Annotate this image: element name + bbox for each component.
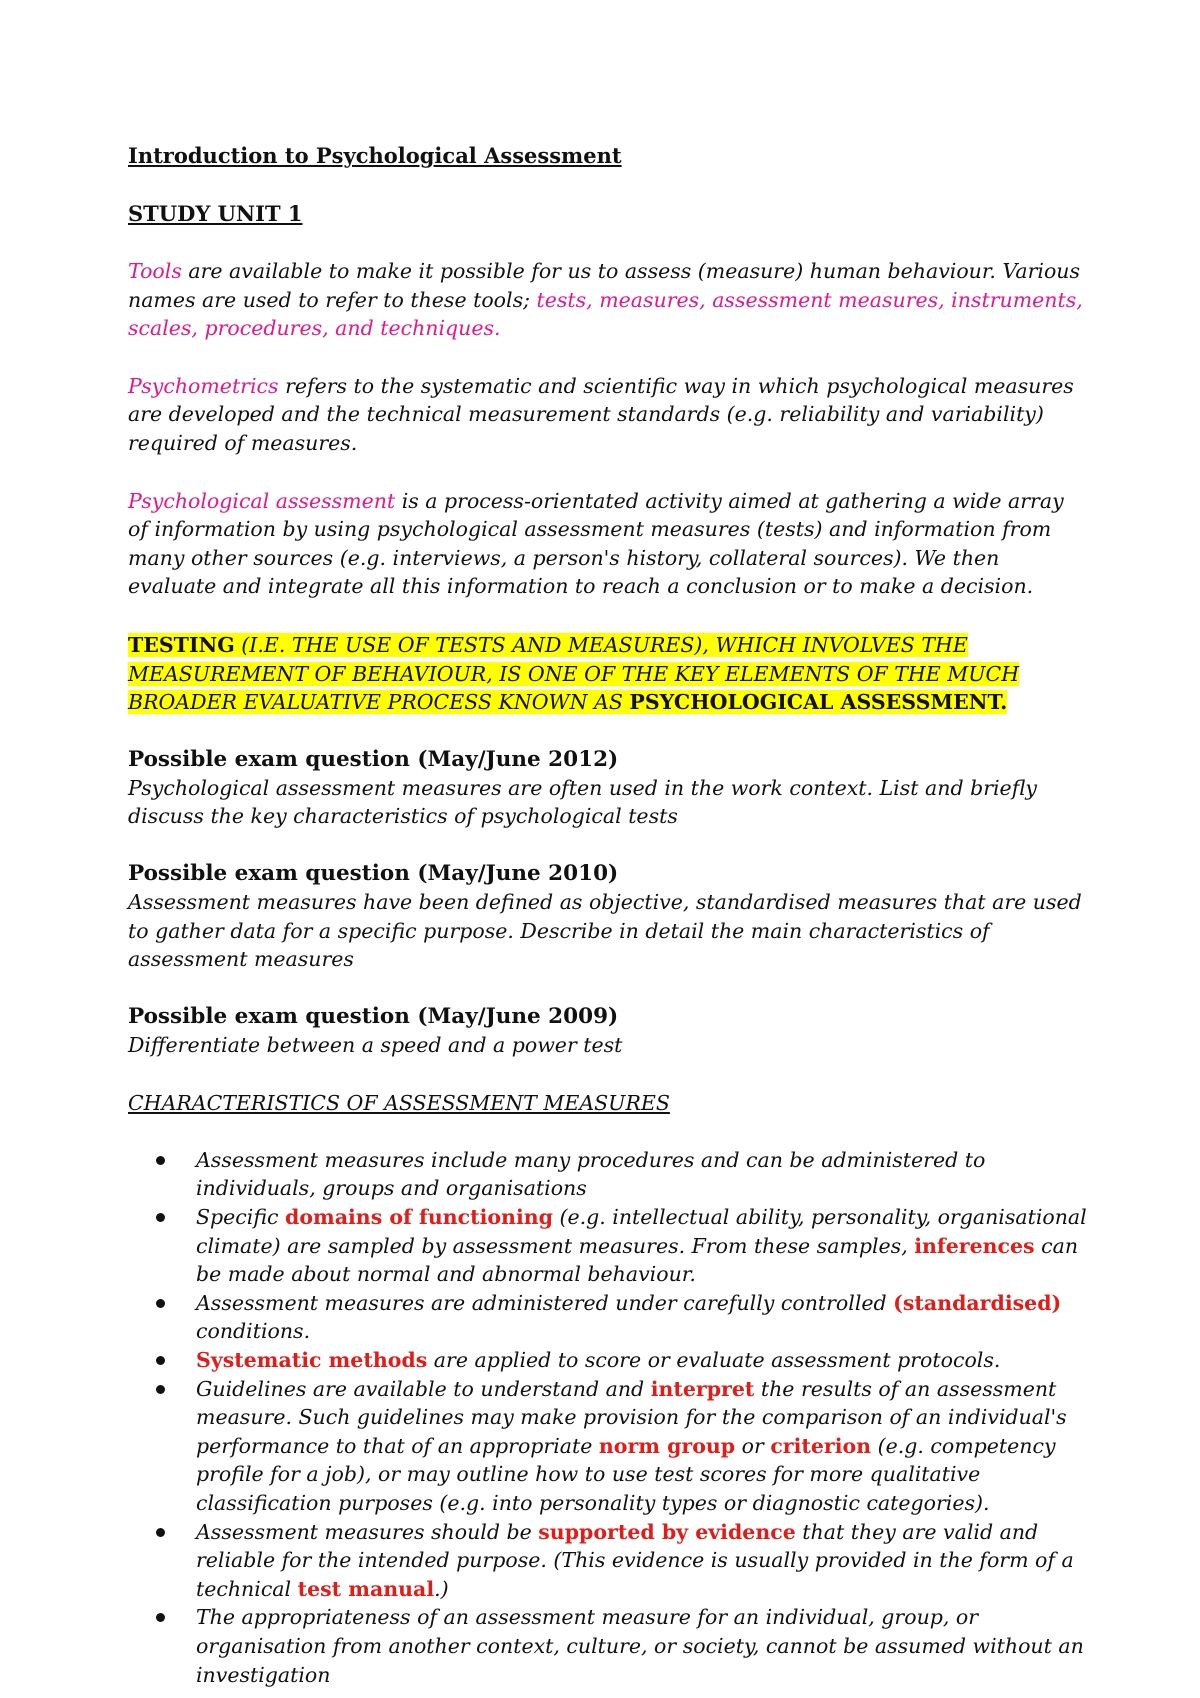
bullet-icon	[156, 1156, 165, 1165]
term-psychometrics: Psychometrics	[128, 373, 279, 398]
psychometrics-text: refers to the systematic and scientific way in which psychological measures are developed and the technical measurement standards (e.g. reliability and variability) required of measures.	[128, 373, 1074, 455]
bullet-icon	[156, 1385, 165, 1394]
paragraph-psychometrics	[128, 372, 1088, 458]
psychological-assessment-text: is a process-orientated activity aimed at gathering a wide array of information by using psychological assessment measures (tests) and information from many other sources (e.g. interviews, a person's history, collateral sources). We then evaluate and integrate all this information to reach a conclusion or to make a decision.	[128, 488, 1064, 599]
list-item: Assessment measures are administered under carefully controlled (standardised) conditions.	[128, 1289, 1088, 1346]
emphasis-term: criterion	[770, 1433, 872, 1458]
exam-question-text: Differentiate between a speed and a power test	[128, 1032, 623, 1057]
bullet-icon	[156, 1299, 165, 1308]
list-item: Systematic methods are applied to score or evaluate assessment protocols.	[128, 1346, 1088, 1375]
paragraph-psychological-assessment	[128, 487, 1088, 601]
exam-question-text: Psychological assessment measures are often used in the work context. List and briefly discuss the key characteristics of psychological tests	[128, 775, 1037, 829]
tools-text: are available to make it possible for us to assess (measure) human behaviour. Various names are used to refer to these tools;	[128, 259, 1081, 312]
emphasis-term: Systematic methods	[196, 1348, 428, 1373]
emphasis-term: domains of functioning	[285, 1205, 553, 1230]
bullet-icon	[156, 1356, 165, 1365]
emphasis-term: supported by evidence	[538, 1519, 796, 1544]
list-item: Assessment measures should be supported by evidence that they are valid and reliable for the intended purpose. (This evidence is usually provided in the form of a technical test manual.)	[128, 1518, 1088, 1604]
bullet-icon	[156, 1528, 165, 1537]
study-unit-heading: STUDY UNIT 1	[128, 201, 303, 226]
tools-terms-list: tests, measures, assessment measures, instruments, scales, procedures, and techniques.	[128, 287, 1083, 341]
bullet-icon	[156, 1213, 165, 1222]
emphasis-term: norm group	[598, 1433, 736, 1458]
paragraph-tools	[128, 257, 1088, 343]
highlight-text: (I.E. THE USE OF TESTS AND MEASURES), WHICH INVOLVES THE MEASUREMENT OF BEHAVIOUR, IS ONE OF THE KEY ELEMENTS OF THE MUCH BROADER EVALUATIVE PROCESS KNOWN AS	[128, 632, 1020, 715]
highlight-psychological-assessment: PSYCHOLOGICAL ASSESSMENT.	[629, 690, 1008, 715]
term-tools: Tools	[128, 259, 182, 283]
emphasis-term: test manual	[297, 1576, 435, 1601]
list-item: Assessment measures include many procedures and can be administered to individuals, groups and organisations	[128, 1146, 1088, 1203]
characteristics-list	[128, 1146, 1088, 1689]
document-title: Introduction to Psychological Assessment	[128, 143, 622, 168]
emphasis-term: (standardised)	[893, 1290, 1062, 1315]
list-item: Specific domains of functioning (e.g. intellectual ability, personality, organisational climate) are sampled by assessment measures. From these samples, inferences can be made about normal and abnormal behaviour.	[128, 1203, 1088, 1289]
exam-question-heading: Possible exam question (May/June 2010)	[128, 860, 619, 886]
bullet-icon	[156, 1613, 165, 1622]
exam-question-heading: Possible exam question (May/June 2009)	[128, 1003, 619, 1029]
exam-question-heading: Possible exam question (May/June 2012)	[128, 746, 619, 772]
document-body	[128, 142, 1088, 1689]
emphasis-term: interpret	[650, 1376, 755, 1401]
list-item: Guidelines are available to understand and interpret the results of an assessment measure. Such guidelines may make provision for the comparison of an individual's performance to that of an appropriate norm group or criterion (e.g. competency profile for a job), or may outline how to use test scores for more qualitative classification purposes (e.g. into personality types or diagnostic categories).	[128, 1375, 1088, 1518]
term-psychological-assessment: Psychological assessment	[128, 488, 396, 513]
emphasis-term: inferences	[914, 1233, 1035, 1258]
highlighted-statement	[128, 631, 1088, 717]
characteristics-heading: CHARACTERISTICS OF ASSESSMENT MEASURES	[128, 1091, 670, 1116]
list-item: The appropriateness of an assessment measure for an individual, group, or organisation from another context, culture, or society, cannot be assumed without an investigation	[128, 1603, 1088, 1689]
exam-question-text: Assessment measures have been defined as objective, standardised measures that are used to gather data for a specific purpose. Describe in detail the main characteristics of assessment measures	[128, 889, 1082, 972]
highlight-testing: TESTING	[128, 632, 235, 657]
